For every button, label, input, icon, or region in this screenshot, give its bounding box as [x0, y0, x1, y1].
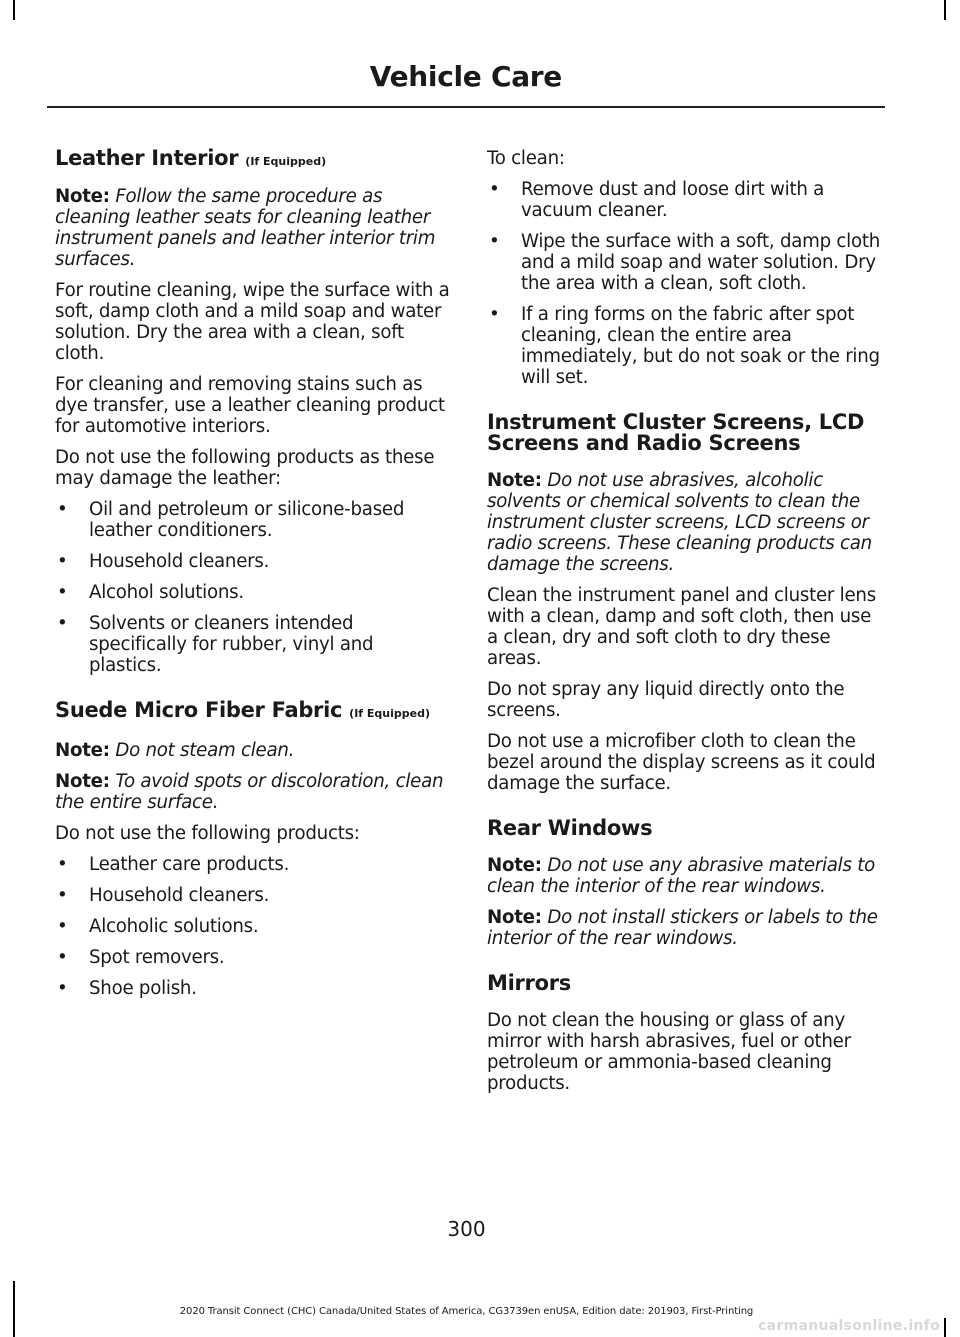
heading-text: Leather Interior	[55, 146, 239, 170]
list-item: • Spot removers.	[55, 947, 450, 968]
list-item: • Shoe polish.	[55, 978, 450, 999]
avoid-products-list	[55, 499, 450, 676]
note	[487, 470, 882, 575]
note-text: Do not use any abrasive materials to clean the interior of the rear windows.	[487, 855, 876, 897]
right-column	[487, 144, 882, 1094]
note-label: Note:	[55, 771, 110, 792]
note-label: Note:	[55, 186, 110, 207]
paragraph: For cleaning and removing stains such as dye transfer, use a leather cleaning product for automotive interiors.	[55, 374, 445, 437]
list-item: • Oil and petroleum or silicone-based leather conditioners.	[55, 499, 450, 541]
list-item: • Household cleaners.	[55, 551, 450, 572]
section-heading-leather	[55, 148, 450, 172]
if-equipped-tag: (If Equipped)	[245, 155, 327, 168]
section-heading-suede	[55, 700, 450, 724]
paragraph: Clean the instrument panel and cluster lens with a clean, damp and soft cloth, then use a clean, dry and soft cloth to dry these areas.	[487, 585, 876, 669]
note	[55, 740, 450, 761]
paragraph: Do not use the following products as these may damage the leather:	[55, 447, 435, 489]
crop-mark-bottom-right	[944, 1318, 946, 1337]
crop-mark-top-left	[13, 0, 15, 20]
note-label: Note:	[487, 855, 542, 876]
list-item: • Remove dust and loose dirt with a vacuum cleaner.	[487, 179, 882, 221]
note-text: Follow the same procedure as cleaning leather seats for cleaning leather instrument panels and leather interior trim surfaces.	[55, 186, 436, 270]
paragraph: Do not use a microfiber cloth to clean the bezel around the display screens as it could damage the surface.	[487, 731, 876, 794]
note	[487, 855, 882, 897]
list-item: • Alcohol solutions.	[55, 582, 450, 603]
header-divider	[47, 106, 885, 108]
page-title: Vehicle Care	[369, 60, 562, 93]
list-item: • Household cleaners.	[55, 885, 450, 906]
page-number: 300	[447, 1217, 486, 1241]
avoid-products-list	[55, 854, 450, 999]
paragraph: Do not use the following products:	[55, 823, 360, 844]
list-item: • If a ring forms on the fabric after spot cleaning, clean the entire area immediately, but do not soak or the ring will set.	[487, 304, 882, 388]
watermark: carmanualsonline.info	[758, 1318, 940, 1334]
note-text: Do not steam clean.	[115, 740, 295, 761]
note-text: Do not install stickers or labels to the interior of the rear windows.	[487, 907, 878, 949]
if-equipped-tag: (If Equipped)	[349, 707, 431, 720]
note-text: To avoid spots or discoloration, clean the entire surface.	[55, 771, 444, 813]
crop-mark-top-right	[944, 0, 946, 20]
cleaning-steps-list	[487, 179, 882, 388]
list-item: • Alcoholic solutions.	[55, 916, 450, 937]
section-heading-screens: Instrument Cluster Screens, LCD Screens and Radio Screens	[487, 410, 865, 455]
list-item: • Solvents or cleaners intended specifically for rubber, vinyl and plastics.	[55, 613, 450, 676]
note-label: Note:	[55, 740, 110, 761]
section-heading-mirrors: Mirrors	[487, 971, 571, 995]
heading-text: Suede Micro Fiber Fabric	[55, 698, 343, 722]
note	[55, 771, 450, 813]
note	[55, 186, 450, 270]
list-item: • Wipe the surface with a soft, damp cloth and a mild soap and water solution. Dry the area with a clean, soft cloth.	[487, 231, 882, 294]
paragraph: Do not spray any liquid directly onto the screens.	[487, 679, 845, 721]
note-label: Note:	[487, 907, 542, 928]
note-label: Note:	[487, 470, 542, 491]
left-column	[55, 144, 450, 999]
note	[487, 907, 882, 949]
list-item: • Leather care products.	[55, 854, 450, 875]
section-heading-rear-windows: Rear Windows	[487, 816, 653, 840]
paragraph: To clean:	[487, 148, 565, 169]
note-text: Do not use abrasives, alcoholic solvents or chemical solvents to clean the instrument cluster screens, LCD screens or radio screens. These cleaning products can damage the screens.	[487, 470, 872, 575]
footer-edition-info: 2020 Transit Connect (CHC) Canada/United States of America, CG3739en enUSA, Edition date: 201903, First-Printing	[179, 1306, 754, 1317]
paragraph: Do not clean the housing or glass of any mirror with harsh abrasives, fuel or other petroleum or ammonia-based cleaning products.	[487, 1010, 851, 1094]
paragraph: For routine cleaning, wipe the surface with a soft, damp cloth and a mild soap and water solution. Dry the area with a clean, soft cloth.	[55, 280, 450, 364]
